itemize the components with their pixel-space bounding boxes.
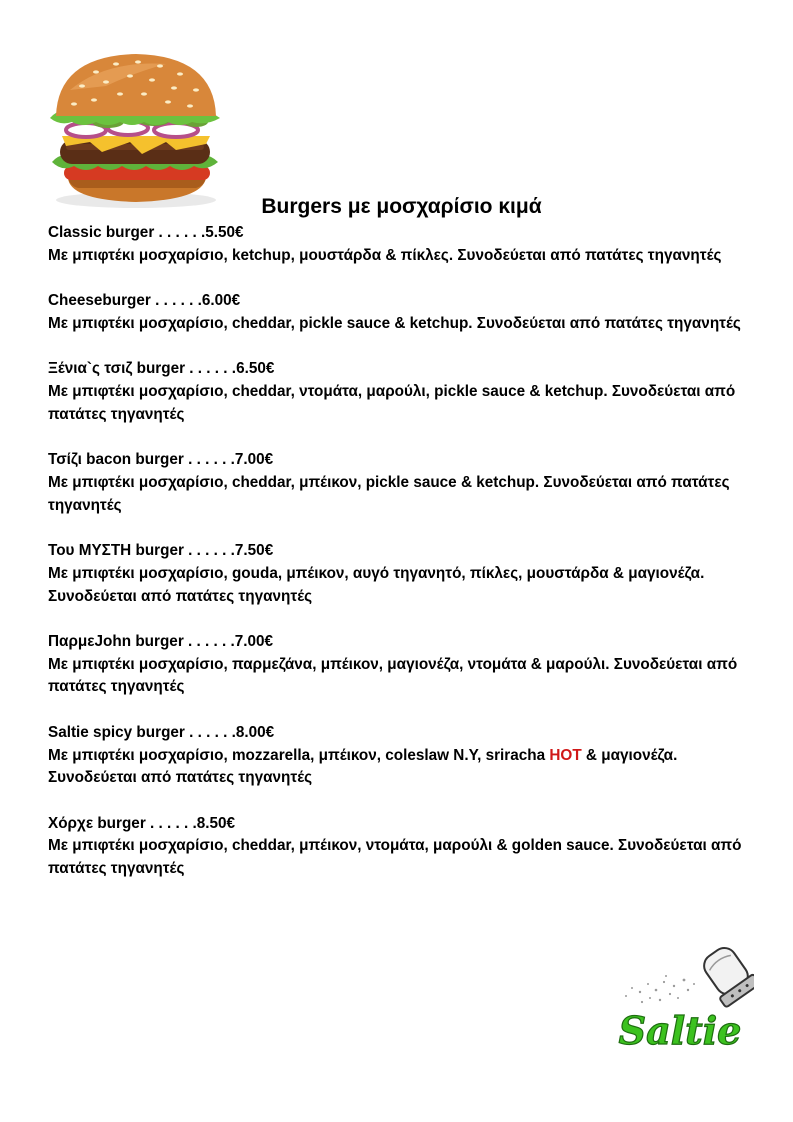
item-price: 5.50€	[205, 224, 244, 241]
item-price: 7.00€	[234, 632, 274, 650]
item-description: Με μπιφτέκι μοσχαρίσιο, cheddar, μπέικον, ντομάτα, μαρούλι & golden sauce. Συνοδεύεται από πατάτες τηγανητές	[48, 837, 742, 878]
item-name: Χόρχε burger	[48, 814, 146, 832]
burger-illustration	[46, 50, 226, 210]
item-description-text: Με μπιφτέκι μοσχαρίσιο, mozzarella, μπέικον, coleslaw N.Y, sriracha	[48, 746, 550, 764]
saltie-logo	[604, 940, 754, 1060]
item-description: Με μπιφτέκι μοσχαρίσιο, cheddar, μπέικον, pickle sauce & ketchup. Συνοδεύεται από πατάτες τηγανητές	[48, 473, 730, 514]
item-description: Με μπιφτέκι μοσχαρίσιο, παρμεζάνα, μπέικον, μαγιονέζα, ντομάτα & μαρούλι. Συνοδεύεται από πατάτες τηγανητές	[48, 655, 738, 696]
item-dots: . . . . . .	[184, 723, 236, 741]
item-name-line	[48, 222, 748, 245]
item-name-line	[48, 449, 748, 472]
item-price: 8.50€	[196, 814, 236, 832]
item-dots: . . . . . .	[150, 292, 202, 310]
item-description	[48, 745, 748, 791]
item-price: 6.50€	[236, 360, 275, 378]
item-price: 7.50€	[234, 541, 274, 559]
item-dots: . . . . . .	[185, 360, 237, 378]
item-name-line	[48, 722, 748, 745]
item-name: Τσίζι bacon burger	[48, 451, 184, 469]
menu-list	[48, 222, 748, 904]
item-dots: . . . . . .	[183, 632, 235, 650]
item-price: 6.00€	[201, 292, 241, 310]
item-name: Classic burger	[48, 224, 155, 241]
menu-item	[48, 222, 748, 268]
item-name-line	[48, 631, 748, 654]
item-name-line	[48, 290, 748, 313]
item-dots: . . . . . .	[183, 541, 235, 559]
item-name-line	[48, 813, 748, 836]
item-price: 7.00€	[234, 451, 274, 469]
item-name-line	[48, 358, 748, 381]
logo-text: Saltie	[618, 1008, 742, 1053]
menu-item	[48, 358, 748, 426]
item-name: Saltie spicy burger	[48, 723, 185, 741]
menu-item	[48, 631, 748, 699]
menu-item	[48, 722, 748, 790]
menu-item	[48, 813, 748, 881]
item-description: Με μπιφτέκι μοσχαρίσιο, ketchup, μουστάρδα & πίκλες. Συνοδεύεται από πατάτες τηγανητές	[48, 246, 722, 264]
item-name: Ξένια`ς τσιζ burger	[48, 360, 186, 378]
item-price: 8.00€	[235, 723, 275, 741]
item-description: Με μπιφτέκι μοσχαρίσιο, cheddar, ντομάτα, μαρούλι, pickle sauce & ketchup. Συνοδεύεται από πατάτες τηγανητές	[48, 382, 736, 423]
item-name: Του ΜΥΣΤΗ burger	[48, 541, 184, 559]
item-name: Cheeseburger	[48, 292, 151, 310]
item-dots: . . . . . .	[183, 451, 235, 469]
salt-shaker-icon	[696, 941, 754, 1008]
item-name: ΠαρμεJohn burger	[48, 632, 184, 650]
item-description: Με μπιφτέκι μοσχαρίσιο, cheddar, pickle sauce & ketchup. Συνοδεύεται από πατάτες τηγανητές	[48, 314, 741, 332]
hot-label: HOT	[549, 746, 582, 764]
item-description: Με μπιφτέκι μοσχαρίσιο, gouda, μπέικον, αυγό τηγανητό, πίκλες, μουστάρδα & μαγιονέζα. Συνοδεύεται από πατάτες τηγανητές	[48, 564, 705, 605]
menu-item	[48, 449, 748, 517]
item-dots: . . . . . .	[145, 814, 197, 832]
menu-item	[48, 540, 748, 608]
menu-item	[48, 290, 748, 336]
item-name-line	[48, 540, 748, 563]
item-dots: . . . . . .	[154, 224, 206, 241]
item-description-text: & μαγιονέζα. Συνοδεύεται από πατάτες τηγανητές	[48, 746, 678, 787]
page-title: Burgers με μοσχαρίσιο κιμά	[261, 195, 542, 218]
